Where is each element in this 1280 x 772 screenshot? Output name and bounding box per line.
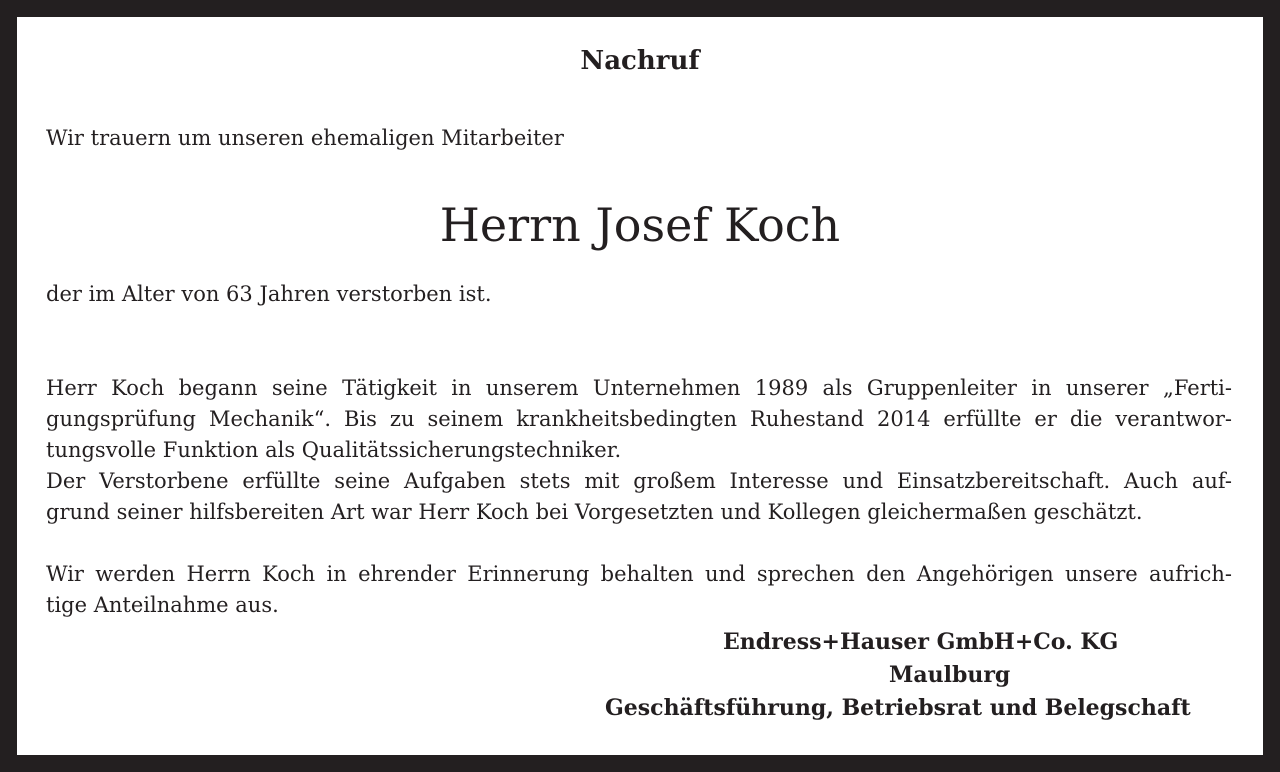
- paragraph-line: tungsvolle Funktion als Qualitätssicherungstechniker.: [46, 438, 622, 462]
- signature-location: Maulburg: [889, 662, 1011, 688]
- paragraph-line: tige Anteilnahme aus.: [46, 593, 279, 617]
- paragraph-line: Herr Koch begann seine Tätigkeit in unserem Unternehmen 1989 als Gruppenleiter in unserer „Ferti-: [46, 376, 1232, 400]
- condolence-paragraph: [46, 559, 1232, 621]
- signature-company: Endress+Hauser GmbH+Co. KG: [723, 629, 1119, 655]
- paragraph-line: Wir werden Herrn Koch in ehrender Erinnerung behalten und sprechen den Angehörigen unsere aufrich-: [46, 562, 1232, 586]
- deceased-name: Herrn Josef Koch: [439, 198, 841, 252]
- paragraph-line: gungsprüfung Mechanik“. Bis zu seinem krankheitsbedingten Ruhestand 2014 erfüllte er die verantwor-: [46, 407, 1232, 431]
- career-paragraph: [46, 373, 1232, 528]
- signature-signatories: Geschäftsführung, Betriebsrat und Belegschaft: [605, 695, 1191, 721]
- intro-line: Wir trauern um unseren ehemaligen Mitarbeiter: [46, 126, 564, 150]
- age-line: der im Alter von 63 Jahren verstorben ist.: [46, 282, 492, 306]
- notice-heading: Nachruf: [580, 46, 700, 76]
- paragraph-line: Der Verstorbene erfüllte seine Aufgaben stets mit großem Interesse und Einsatzbereitschaft. Auch auf-: [46, 469, 1232, 493]
- paragraph-line: grund seiner hilfsbereiten Art war Herr Koch bei Vorgesetzten und Kollegen gleichermaßen geschätzt.: [46, 500, 1143, 524]
